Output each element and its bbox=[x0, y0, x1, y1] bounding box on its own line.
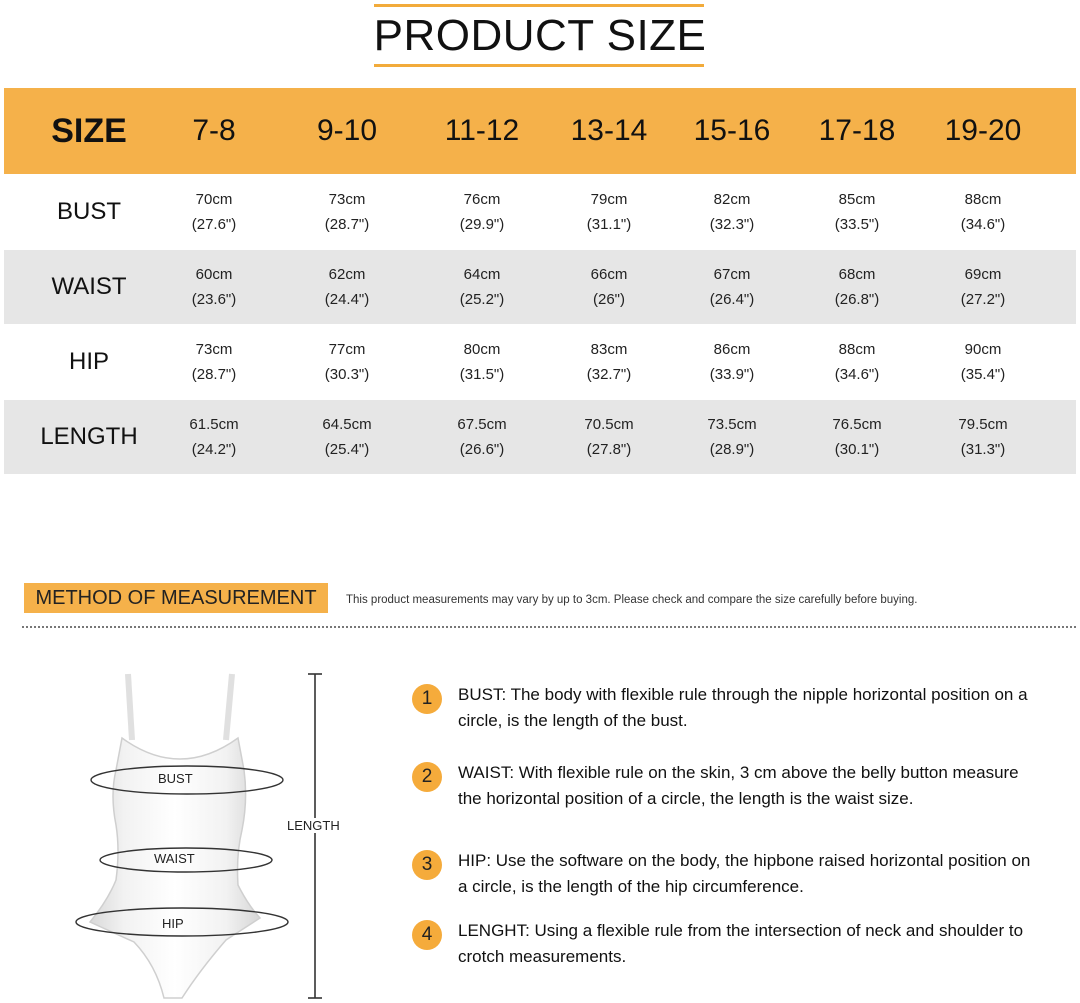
inch-value: (33.9") bbox=[709, 366, 755, 383]
step-number-badge: 1 bbox=[412, 684, 442, 714]
table-cell bbox=[144, 400, 284, 474]
table-header-row bbox=[4, 88, 1076, 174]
inch-value: (27.6") bbox=[191, 216, 237, 233]
inch-value: (35.4") bbox=[960, 366, 1006, 383]
cm-value: 66cm bbox=[590, 266, 628, 283]
inch-value: (26.4") bbox=[709, 291, 755, 308]
cm-value: 90cm bbox=[964, 341, 1002, 358]
step-number-badge: 4 bbox=[412, 920, 442, 950]
table-cell bbox=[787, 174, 927, 250]
table-cell bbox=[787, 324, 927, 400]
page-title: PRODUCT SIZE bbox=[373, 11, 707, 60]
table-cell bbox=[277, 400, 417, 474]
table-cell bbox=[412, 400, 552, 474]
inch-value: (32.3") bbox=[709, 216, 755, 233]
inch-value: (31.5") bbox=[459, 366, 505, 383]
cm-value: 60cm bbox=[195, 266, 233, 283]
inch-value: (26") bbox=[593, 291, 625, 308]
cm-value: 85cm bbox=[838, 191, 876, 208]
size-header-cell: 11-12 bbox=[444, 114, 520, 147]
table-cell bbox=[913, 324, 1053, 400]
title-block bbox=[0, 0, 1080, 80]
inch-value: (26.8") bbox=[834, 291, 880, 308]
cm-value: 79cm bbox=[590, 191, 628, 208]
table-row bbox=[4, 324, 1076, 400]
hip-label: HIP bbox=[162, 916, 184, 931]
table-cell bbox=[787, 250, 927, 324]
cm-value: 79.5cm bbox=[958, 416, 1008, 433]
table-cell bbox=[539, 324, 679, 400]
inch-value: (29.9") bbox=[459, 216, 505, 233]
size-header-cell: 15-16 bbox=[693, 114, 771, 147]
inch-value: (28.9") bbox=[709, 441, 755, 458]
inch-value: (23.6") bbox=[191, 291, 237, 308]
table-row bbox=[4, 400, 1076, 474]
inch-value: (32.7") bbox=[586, 366, 632, 383]
cm-value: 77cm bbox=[328, 341, 366, 358]
cm-value: 69cm bbox=[964, 266, 1002, 283]
table-cell bbox=[913, 250, 1053, 324]
cm-value: 73cm bbox=[328, 191, 366, 208]
inch-value: (25.4") bbox=[324, 441, 370, 458]
row-label-text: WAIST bbox=[51, 273, 127, 300]
table-cell bbox=[662, 324, 802, 400]
waist-label: WAIST bbox=[154, 851, 195, 866]
table-cell bbox=[539, 174, 679, 250]
bust-label: BUST bbox=[158, 771, 193, 786]
cm-value: 76.5cm bbox=[832, 416, 882, 433]
cm-value: 86cm bbox=[713, 341, 751, 358]
left-strap bbox=[128, 674, 132, 740]
cm-value: 73cm bbox=[195, 341, 233, 358]
row-label-text: BUST bbox=[56, 198, 121, 225]
table-row bbox=[4, 250, 1076, 324]
method-badge: METHOD OF MEASUREMENT bbox=[24, 583, 328, 613]
row-label-text: HIP bbox=[68, 348, 109, 375]
table-cell bbox=[144, 324, 284, 400]
step-number-badge: 3 bbox=[412, 850, 442, 880]
inch-value: (25.2") bbox=[459, 291, 505, 308]
table-cell bbox=[277, 174, 417, 250]
table-cell bbox=[913, 400, 1053, 474]
cm-value: 80cm bbox=[463, 341, 501, 358]
cm-value: 64.5cm bbox=[322, 416, 372, 433]
inch-value: (28.7") bbox=[324, 216, 370, 233]
length-label: LENGTH bbox=[287, 818, 340, 833]
size-header-cell: 9-10 bbox=[316, 114, 378, 147]
inch-value: (24.4") bbox=[324, 291, 370, 308]
inch-value: (27.2") bbox=[960, 291, 1006, 308]
inch-value: (31.3") bbox=[960, 441, 1006, 458]
table-cell bbox=[412, 324, 552, 400]
size-header-label: SIZE bbox=[51, 111, 127, 150]
size-header-cell: 13-14 bbox=[570, 114, 648, 147]
cm-value: 88cm bbox=[838, 341, 876, 358]
cm-value: 76cm bbox=[463, 191, 501, 208]
table-cell bbox=[412, 250, 552, 324]
size-header-cell: 19-20 bbox=[944, 114, 1022, 147]
table-cell bbox=[662, 250, 802, 324]
step-text: LENGHT: Using a flexible rule from the intersection of neck and shoulder to crotch measurements. bbox=[458, 921, 1024, 966]
cm-value: 68cm bbox=[838, 266, 876, 283]
table-cell bbox=[144, 250, 284, 324]
cm-value: 88cm bbox=[964, 191, 1002, 208]
inch-value: (24.2") bbox=[191, 441, 237, 458]
table-cell bbox=[412, 174, 552, 250]
table-cell bbox=[539, 250, 679, 324]
inch-value: (26.6") bbox=[459, 441, 505, 458]
right-strap bbox=[226, 674, 232, 740]
step-text: BUST: The body with flexible rule through the nipple horizontal position on a circle, is the length of the bust. bbox=[458, 685, 1028, 730]
row-label-text: LENGTH bbox=[40, 423, 138, 450]
cm-value: 67.5cm bbox=[457, 416, 507, 433]
title-rule-top bbox=[374, 4, 704, 7]
table-cell bbox=[662, 174, 802, 250]
table-cell bbox=[539, 400, 679, 474]
cm-value: 67cm bbox=[713, 266, 751, 283]
inch-value: (30.1") bbox=[834, 441, 880, 458]
cm-value: 64cm bbox=[463, 266, 501, 283]
table-cell bbox=[144, 174, 284, 250]
table-cell bbox=[662, 400, 802, 474]
table-cell bbox=[913, 174, 1053, 250]
cm-value: 73.5cm bbox=[707, 416, 757, 433]
step-text: HIP: Use the software on the body, the hipbone raised horizontal position on a circle, is the length of the hip circumference. bbox=[458, 851, 1031, 896]
title-rule-bottom bbox=[374, 64, 704, 67]
inch-value: (34.6") bbox=[960, 216, 1006, 233]
cm-value: 83cm bbox=[590, 341, 628, 358]
table-cell bbox=[277, 250, 417, 324]
cm-value: 62cm bbox=[328, 266, 366, 283]
table-row bbox=[4, 174, 1076, 250]
table-cell bbox=[277, 324, 417, 400]
dotted-divider bbox=[22, 626, 1076, 628]
inch-value: (27.8") bbox=[586, 441, 632, 458]
step-number-badge: 2 bbox=[412, 762, 442, 792]
cm-value: 70cm bbox=[195, 191, 233, 208]
inch-value: (28.7") bbox=[191, 366, 237, 383]
step-text: WAIST: With flexible rule on the skin, 3 cm above the belly button measure the horizontal position of a circle, the length is the waist size. bbox=[458, 763, 1019, 808]
cm-value: 61.5cm bbox=[189, 416, 239, 433]
inch-value: (33.5") bbox=[834, 216, 880, 233]
inch-value: (30.3") bbox=[324, 366, 370, 383]
inch-value: (31.1") bbox=[586, 216, 632, 233]
bodysuit-figure bbox=[60, 660, 380, 1003]
cm-value: 70.5cm bbox=[584, 416, 634, 433]
inch-value: (34.6") bbox=[834, 366, 880, 383]
table-cell bbox=[787, 400, 927, 474]
size-header-cell: 7-8 bbox=[192, 114, 236, 147]
cm-value: 82cm bbox=[713, 191, 751, 208]
method-note: This product measurements may vary by up to 3cm. Please check and compare the size carefully before buying. bbox=[346, 594, 918, 606]
size-header-cell: 17-18 bbox=[818, 114, 896, 147]
